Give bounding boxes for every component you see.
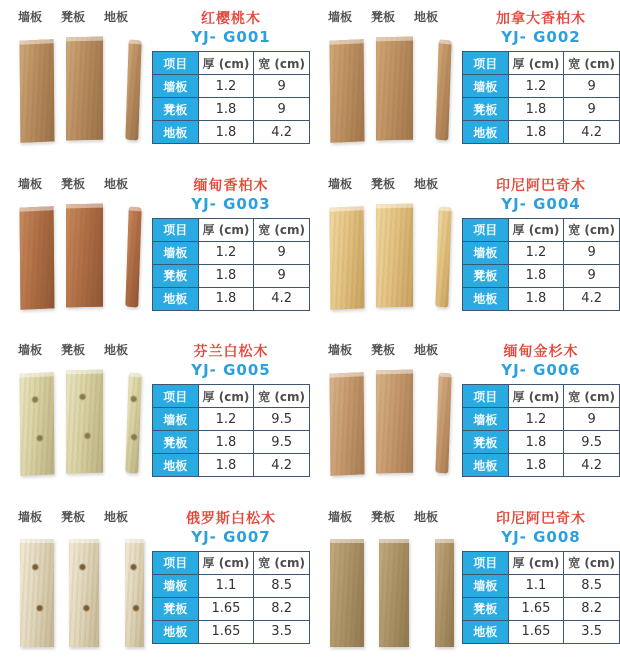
width-value: 3.5 [564, 620, 620, 643]
width-value: 9 [564, 98, 620, 121]
plank-labels [6, 172, 152, 192]
product-card [0, 500, 310, 666]
width-value: 9 [254, 98, 310, 121]
floor-plank-label: 地板 [103, 10, 128, 24]
thickness-value: 1.2 [508, 241, 564, 264]
bench-plank-label: 凳板 [370, 343, 395, 357]
thickness-column-header: 厚 (cm) [508, 52, 564, 75]
width-column-header: 宽 (cm) [564, 218, 620, 241]
wall-plank-photo [20, 539, 54, 647]
thickness-value: 1.65 [508, 620, 564, 643]
item-cell: 墙板 [463, 241, 509, 264]
spec-row-wall [153, 574, 310, 597]
width-value: 4.2 [564, 454, 620, 477]
item-cell: 地板 [463, 121, 509, 144]
thickness-value: 1.1 [198, 574, 254, 597]
spec-row-bench [463, 431, 620, 454]
product-card [310, 500, 620, 666]
wall-plank-photo [20, 372, 55, 476]
item-cell: 墙板 [463, 574, 509, 597]
item-cell: 地板 [463, 454, 509, 477]
bench-plank-label: 凳板 [370, 176, 395, 191]
spec-table [462, 551, 620, 644]
item-column-header: 项目 [463, 385, 509, 408]
item-cell: 墙板 [463, 75, 509, 98]
plank-labels [6, 5, 152, 25]
bench-plank-photo [66, 370, 103, 474]
width-value: 8.5 [254, 574, 310, 597]
plank-labels [6, 338, 152, 358]
spec-header-row [463, 218, 620, 241]
spec-row-floor [463, 287, 620, 310]
plank-labels [316, 172, 462, 192]
thickness-value: 1.65 [198, 620, 254, 643]
product-name: 印尼阿巴奇木 [496, 177, 586, 194]
product-code: YJ- G003 [191, 194, 271, 213]
bench-plank-photo [69, 539, 99, 647]
item-column-header: 项目 [463, 52, 509, 75]
product-photo [316, 5, 462, 167]
plank-labels [316, 505, 462, 525]
product-name: 缅甸香柏木 [193, 177, 269, 194]
thickness-value: 1.8 [508, 98, 564, 121]
wall-plank-photo [330, 206, 365, 310]
width-column-header: 宽 (cm) [254, 218, 310, 241]
item-cell: 凳板 [153, 597, 199, 620]
thickness-value: 1.8 [508, 121, 564, 144]
floor-plank-label: 地板 [103, 509, 128, 524]
plank-photos-row [20, 535, 152, 649]
wall-plank-label: 墙板 [328, 343, 353, 357]
item-cell: 地板 [463, 620, 509, 643]
product-name: 芬兰白松木 [193, 344, 269, 360]
bench-plank-photo [66, 37, 103, 141]
spec-row-wall [153, 408, 310, 431]
thickness-value: 1.8 [198, 121, 254, 144]
product-code: YJ- G006 [501, 361, 581, 379]
width-column-header: 宽 (cm) [564, 52, 620, 75]
thickness-value: 1.8 [198, 98, 254, 121]
item-cell: 地板 [153, 287, 199, 310]
plank-labels [6, 505, 152, 525]
width-value: 9.5 [254, 431, 310, 454]
thickness-column-header: 厚 (cm) [198, 551, 254, 574]
width-value: 9 [564, 75, 620, 98]
floor-plank-photo [125, 372, 141, 473]
bench-plank-label: 凳板 [60, 343, 85, 357]
thickness-value: 1.65 [198, 597, 254, 620]
floor-plank-photo [125, 206, 141, 307]
product-code: YJ- G007 [191, 527, 271, 546]
spec-row-bench [153, 264, 310, 287]
product-info [152, 505, 310, 666]
spec-table [152, 218, 310, 311]
plank-photos-row [330, 535, 462, 649]
product-info [152, 5, 310, 167]
floor-plank-label: 地板 [413, 343, 438, 357]
product-photo [316, 172, 462, 334]
product-code: YJ- G008 [501, 527, 581, 546]
spec-row-floor [463, 454, 620, 477]
thickness-value: 1.8 [198, 431, 254, 454]
thickness-value: 1.8 [508, 287, 564, 310]
spec-table [152, 51, 310, 144]
thickness-value: 1.1 [508, 574, 564, 597]
thickness-column-header: 厚 (cm) [198, 218, 254, 241]
width-value: 8.2 [564, 597, 620, 620]
spec-row-bench [463, 98, 620, 121]
item-cell: 凳板 [463, 264, 509, 287]
product-code: YJ- G005 [191, 361, 271, 379]
floor-plank-photo [435, 539, 454, 647]
spec-row-bench [153, 597, 310, 620]
thickness-column-header: 厚 (cm) [508, 551, 564, 574]
spec-row-wall [153, 241, 310, 264]
wall-plank-label: 墙板 [18, 509, 43, 524]
width-value: 9 [564, 241, 620, 264]
width-column-header: 宽 (cm) [254, 385, 310, 408]
thickness-column-header: 厚 (cm) [508, 218, 564, 241]
width-value: 4.2 [564, 287, 620, 310]
thickness-value: 1.8 [508, 454, 564, 477]
item-cell: 墙板 [153, 241, 199, 264]
spec-header-row [463, 551, 620, 574]
bench-plank-photo [376, 370, 413, 474]
spec-table [462, 218, 620, 311]
spec-table [462, 51, 620, 144]
spec-row-floor [463, 620, 620, 643]
width-value: 8.5 [564, 574, 620, 597]
spec-row-bench [463, 597, 620, 620]
floor-plank-photo [435, 206, 451, 307]
spec-row-floor [153, 620, 310, 643]
thickness-value: 1.8 [198, 264, 254, 287]
floor-plank-label: 地板 [103, 176, 128, 191]
bench-plank-photo [376, 203, 413, 307]
item-cell: 墙板 [153, 408, 199, 431]
bench-plank-label: 凳板 [60, 10, 85, 24]
spec-table [152, 384, 310, 477]
thickness-column-header: 厚 (cm) [508, 385, 564, 408]
spec-row-wall [463, 75, 620, 98]
spec-row-floor [153, 287, 310, 310]
product-card [310, 333, 620, 500]
spec-row-floor [463, 121, 620, 144]
thickness-value: 1.8 [508, 264, 564, 287]
thickness-value: 1.2 [508, 75, 564, 98]
item-cell: 凳板 [153, 98, 199, 121]
spec-table [152, 551, 310, 644]
thickness-value: 1.2 [198, 241, 254, 264]
plank-labels [316, 338, 462, 358]
product-info [462, 172, 620, 334]
width-value: 9.5 [254, 408, 310, 431]
floor-plank-photo [125, 39, 141, 140]
spec-row-bench [463, 264, 620, 287]
plank-labels [316, 5, 462, 25]
item-cell: 凳板 [463, 431, 509, 454]
item-cell: 墙板 [153, 75, 199, 98]
item-column-header: 项目 [463, 218, 509, 241]
thickness-value: 1.8 [508, 431, 564, 454]
wall-plank-photo [330, 539, 364, 647]
spec-header-row [153, 218, 310, 241]
width-value: 8.2 [254, 597, 310, 620]
product-photo [6, 5, 152, 167]
item-cell: 墙板 [153, 574, 199, 597]
wall-plank-label: 墙板 [18, 343, 43, 357]
plank-photos-row [330, 202, 462, 316]
product-info [462, 338, 620, 500]
bench-plank-label: 凳板 [60, 176, 85, 191]
item-cell: 地板 [153, 454, 199, 477]
wall-plank-photo [20, 39, 55, 143]
floor-plank-label: 地板 [413, 509, 438, 524]
plank-photos-row [330, 368, 462, 482]
spec-row-wall [153, 75, 310, 98]
bench-plank-label: 凳板 [370, 509, 395, 524]
product-info [152, 338, 310, 500]
width-column-header: 宽 (cm) [254, 551, 310, 574]
bench-plank-label: 凳板 [370, 10, 395, 24]
width-value: 9 [254, 75, 310, 98]
product-name: 俄罗斯白松木 [186, 510, 276, 527]
item-column-header: 项目 [153, 218, 199, 241]
thickness-value: 1.2 [508, 408, 564, 431]
spec-header-row [463, 385, 620, 408]
product-photo [316, 505, 462, 666]
product-info [462, 5, 620, 167]
spec-header-row [153, 52, 310, 75]
thickness-value: 1.65 [508, 597, 564, 620]
product-card [0, 167, 310, 334]
thickness-column-header: 厚 (cm) [198, 52, 254, 75]
spec-table [462, 384, 620, 477]
width-value: 9 [254, 241, 310, 264]
floor-plank-label: 地板 [413, 10, 438, 24]
plank-photos-row [20, 202, 152, 316]
width-value: 9.5 [564, 431, 620, 454]
spec-header-row [463, 52, 620, 75]
spec-row-wall [463, 241, 620, 264]
product-name: 缅甸金杉木 [503, 344, 579, 360]
product-card [310, 167, 620, 334]
product-card [310, 0, 620, 167]
spec-row-floor [153, 454, 310, 477]
floor-plank-photo [125, 539, 144, 647]
width-column-header: 宽 (cm) [564, 551, 620, 574]
bench-plank-photo [379, 539, 409, 647]
wall-plank-label: 墙板 [328, 10, 353, 24]
product-card [0, 333, 310, 500]
width-column-header: 宽 (cm) [254, 52, 310, 75]
spec-row-wall [463, 408, 620, 431]
floor-plank-photo [435, 39, 451, 140]
width-value: 9 [564, 408, 620, 431]
width-value: 4.2 [254, 287, 310, 310]
floor-plank-label: 地板 [103, 343, 128, 357]
product-info [462, 505, 620, 666]
item-cell: 凳板 [463, 98, 509, 121]
width-column-header: 宽 (cm) [564, 385, 620, 408]
thickness-value: 1.2 [198, 75, 254, 98]
bench-plank-label: 凳板 [60, 509, 85, 524]
thickness-value: 1.8 [198, 454, 254, 477]
product-name: 印尼阿巴奇木 [496, 510, 586, 527]
width-value: 9 [564, 264, 620, 287]
product-name: 红樱桃木 [201, 11, 261, 27]
product-card [0, 0, 310, 167]
product-code: YJ- G001 [191, 28, 271, 46]
bench-plank-photo [66, 203, 103, 307]
plank-photos-row [20, 368, 152, 482]
spec-row-bench [153, 98, 310, 121]
floor-plank-label: 地板 [413, 176, 438, 191]
wall-plank-label: 墙板 [18, 176, 43, 191]
item-cell: 地板 [463, 287, 509, 310]
wall-plank-label: 墙板 [18, 10, 43, 24]
item-cell: 地板 [153, 620, 199, 643]
wall-plank-label: 墙板 [328, 176, 353, 191]
item-cell: 墙板 [463, 408, 509, 431]
product-photo [6, 338, 152, 500]
plank-photos-row [330, 35, 462, 149]
product-photo [316, 338, 462, 500]
product-photo [6, 505, 152, 666]
width-value: 4.2 [254, 121, 310, 144]
item-cell: 凳板 [463, 597, 509, 620]
spec-header-row [153, 551, 310, 574]
width-value: 4.2 [254, 454, 310, 477]
item-column-header: 项目 [153, 551, 199, 574]
wall-plank-photo [20, 206, 55, 310]
width-value: 3.5 [254, 620, 310, 643]
thickness-column-header: 厚 (cm) [198, 385, 254, 408]
product-info [152, 172, 310, 334]
spec-header-row [153, 385, 310, 408]
product-name: 加拿大香柏木 [496, 11, 586, 27]
item-cell: 凳板 [153, 431, 199, 454]
item-cell: 凳板 [153, 264, 199, 287]
thickness-value: 1.8 [198, 287, 254, 310]
wall-plank-photo [330, 39, 365, 143]
width-value: 4.2 [564, 121, 620, 144]
spec-row-floor [153, 121, 310, 144]
product-code: YJ- G004 [501, 194, 581, 213]
bench-plank-photo [376, 37, 413, 141]
spec-row-wall [463, 574, 620, 597]
spec-row-bench [153, 431, 310, 454]
wall-plank-photo [330, 372, 365, 476]
item-column-header: 项目 [463, 551, 509, 574]
floor-plank-photo [435, 372, 451, 473]
wall-plank-label: 墙板 [328, 509, 353, 524]
plank-photos-row [20, 35, 152, 149]
width-value: 9 [254, 264, 310, 287]
item-column-header: 项目 [153, 385, 199, 408]
item-cell: 地板 [153, 121, 199, 144]
item-column-header: 项目 [153, 52, 199, 75]
product-photo [6, 172, 152, 334]
product-code: YJ- G002 [501, 28, 581, 46]
thickness-value: 1.2 [198, 408, 254, 431]
